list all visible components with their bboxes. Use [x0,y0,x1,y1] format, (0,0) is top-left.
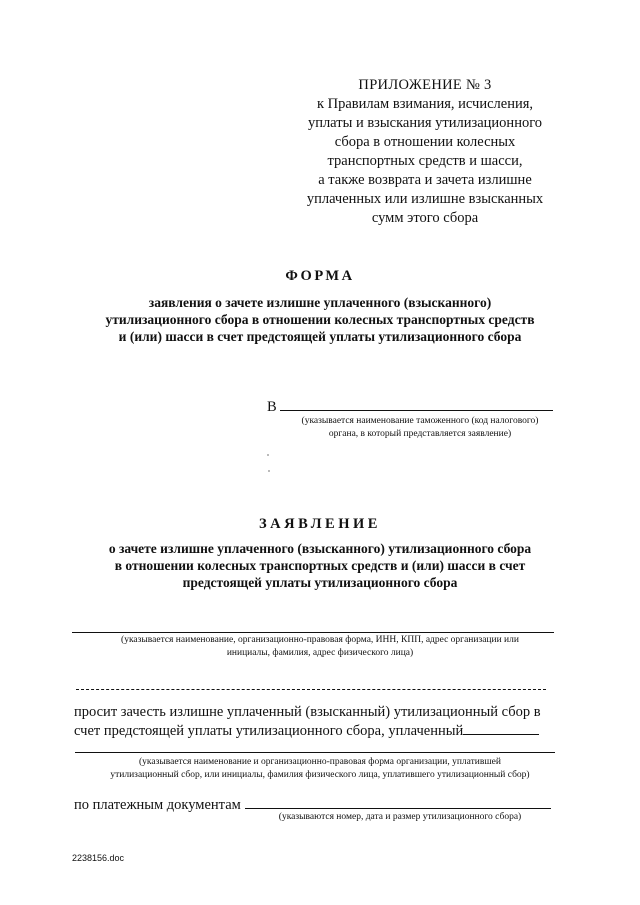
payment-docs-label: по платежным документам [74,797,241,813]
form-subtitle-line: и (или) шасси в счет предстоящей уплаты утилизационного сбора [118,329,522,344]
addressee-prefix: В [267,399,277,415]
statement-subtitle-line: предстоящей уплаты утилизационного сбора [182,575,458,590]
request-text [74,703,564,741]
statement-title: ЗАЯВЛЕНИЕ [259,516,381,532]
applicant-blank[interactable] [72,632,554,633]
request-line-text: счет предстоящей уплаты утилизационного сбора, уплаченный [74,723,464,739]
payment-docs-blank[interactable] [245,796,551,809]
document-id: 2238156.doc [72,853,125,863]
addressee-blank[interactable] [280,396,553,411]
statement-subtitle [70,540,570,591]
appendix-line: уплаченных или излишне взысканных [306,191,544,207]
payment-docs-note: (указываются номер, дата и размер утилизационного сбора) [278,812,522,822]
addressee-note [270,415,570,441]
payer-blank[interactable] [463,722,539,735]
request-line-2 [74,722,564,741]
request-line: просит зачесть излишне уплаченный (взысканный) утилизационный сбор в [74,704,541,720]
payer-note-line: (указывается наименование и организационно-правовая форма организации, уплатившей [139,757,501,767]
payer-note [75,756,565,782]
applicant-blank-2[interactable] [76,689,546,690]
scan-mark [267,454,269,456]
applicant-note-line: (указывается наименование, организационно-правовая форма, ИНН, КПП, адрес организации или [121,635,519,645]
form-subtitle-line: заявления о зачете излишне уплаченного (взысканного) [148,295,492,310]
statement-subtitle-line: о зачете излишне уплаченного (взысканного) утилизационного сбора [108,541,532,556]
addressee-note-line: (указывается наименование таможенного (код налогового) [301,416,539,426]
payer-note-line: утилизационный сбор, или инициалы, фамилия физического лица, уплатившего утилизационный сбор) [110,770,530,780]
appendix-line: к Правилам взимания, исчисления, [316,96,534,112]
appendix-line: а также возврата и зачета излишне [318,172,532,188]
form-title: ФОРМА [285,268,355,284]
form-subtitle-line: утилизационного сбора в отношении колесных транспортных средств [105,312,535,327]
applicant-note-line: инициалы, фамилия, адрес физического лица) [226,648,414,658]
payer-blank-2[interactable] [75,752,555,753]
appendix-line: сумм этого сбора [371,210,479,226]
addressee-field [267,396,567,416]
form-subtitle [60,294,580,345]
appendix-line: сбора в отношении колесных [334,134,516,150]
applicant-note [75,634,565,660]
appendix-header [290,76,560,228]
statement-subtitle-line: в отношении колесных транспортных средств и (или) шасси в счет [114,558,526,573]
addressee-note-line: органа, в который представляется заявление) [328,429,512,439]
scan-mark [268,470,270,472]
appendix-line: транспортных средств и шасси, [327,153,523,169]
appendix-line: уплаты и взыскания утилизационного [307,115,543,131]
appendix-title: ПРИЛОЖЕНИЕ № 3 [358,77,492,93]
